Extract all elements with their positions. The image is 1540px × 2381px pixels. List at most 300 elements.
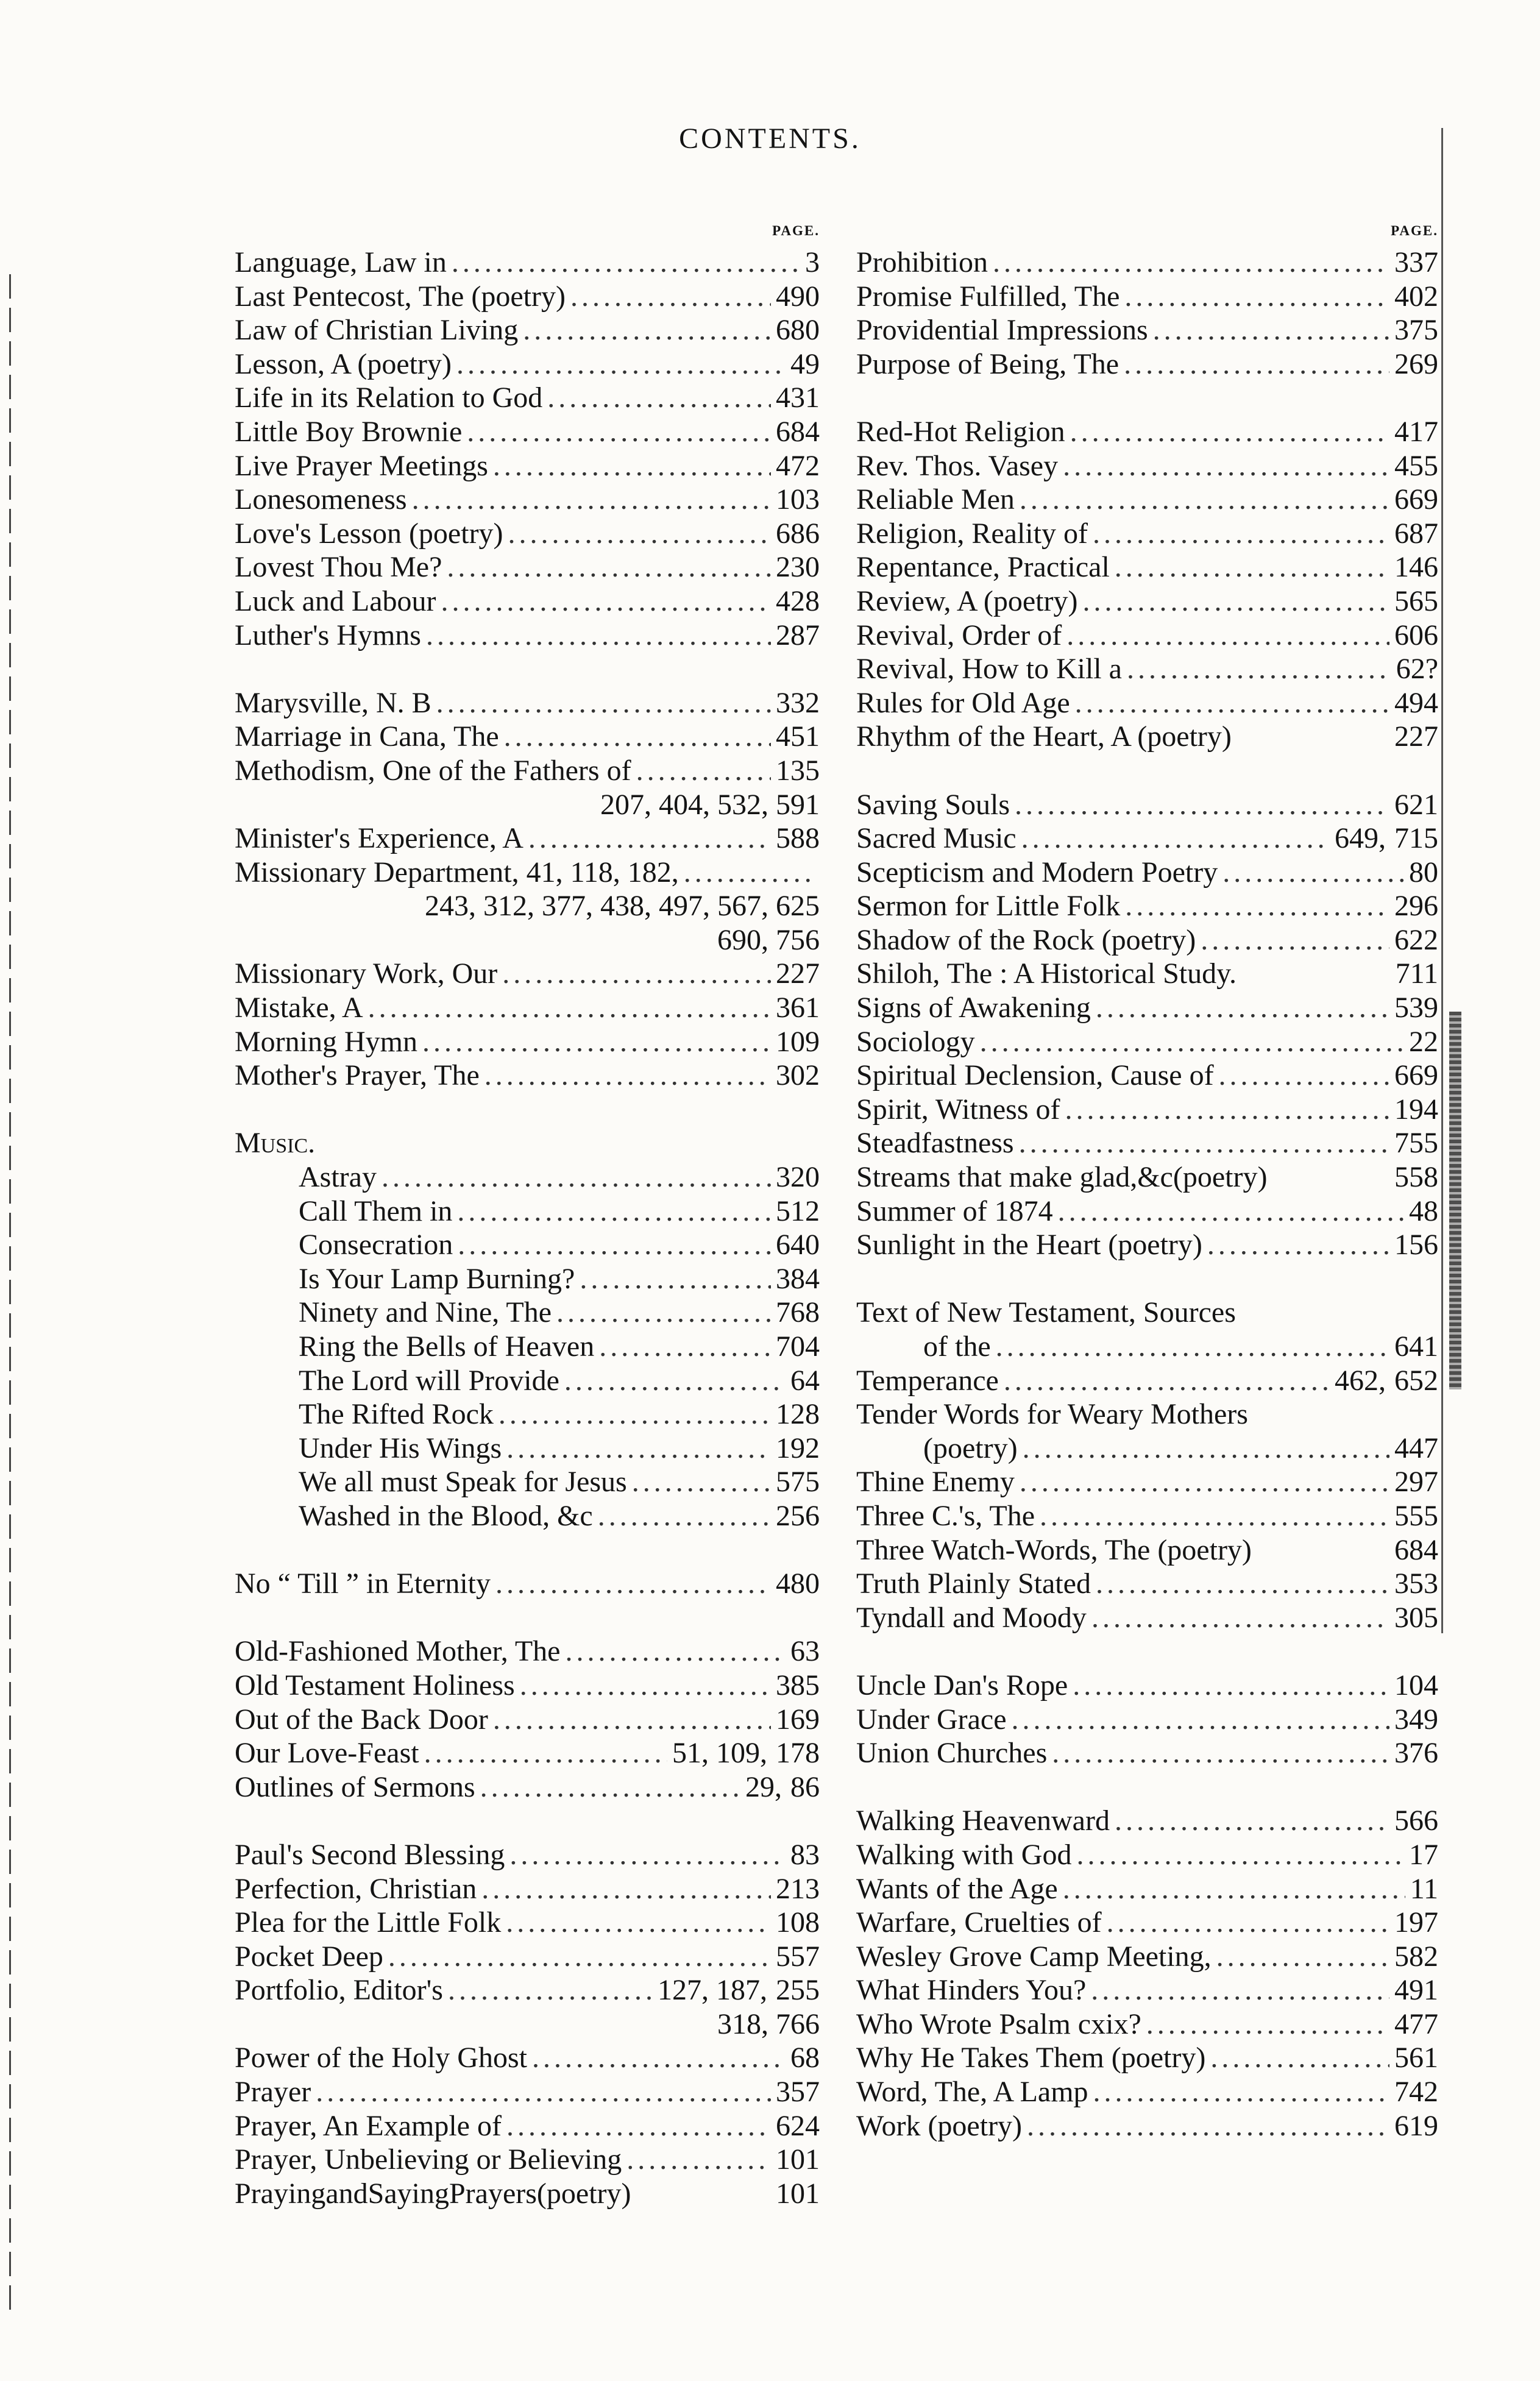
- dot-leader: [1216, 1940, 1389, 1974]
- entry-title: Little Boy Brownie: [235, 415, 463, 448]
- entry-title: Ring the Bells of Heaven: [299, 1330, 595, 1363]
- entry-page: 68: [790, 2042, 820, 2074]
- entry-title: Signs of Awakening: [856, 992, 1091, 1024]
- entry-title: Perfection, Christian: [235, 1872, 477, 1905]
- contents-entry: [235, 1973, 820, 2007]
- entry-title: Law of Christian Living: [235, 314, 519, 347]
- group-gap: [235, 652, 820, 686]
- dot-leader: [481, 1872, 771, 1906]
- entry-title: Walking with God: [856, 1838, 1072, 1871]
- contents-entry: [856, 1736, 1438, 1770]
- entry-title: Rev. Thos. Vasey: [856, 449, 1059, 482]
- group-gap: [856, 381, 1438, 415]
- dot-leader: [564, 1364, 786, 1398]
- dot-leader: [1066, 619, 1389, 653]
- entry-page: 375: [1394, 314, 1438, 347]
- contents-entry: [856, 246, 1438, 280]
- entry-title: Wesley Grove Camp Meeting,: [856, 1940, 1212, 1973]
- dot-leader: [368, 991, 771, 1025]
- contents-entry: [856, 1126, 1438, 1160]
- contents-entry: [856, 1567, 1438, 1601]
- contents-entry: [856, 1194, 1438, 1229]
- dot-leader: [509, 1838, 786, 1872]
- dot-leader: [484, 1059, 771, 1093]
- entry-extra-pages: 29,: [745, 1770, 782, 1803]
- entry-page: 156: [1394, 1229, 1438, 1261]
- contents-entry: [235, 2075, 820, 2109]
- entry-page: 680: [776, 314, 820, 347]
- dot-leader: [426, 619, 771, 653]
- group-gap: [235, 1533, 820, 1567]
- entry-page: 3: [805, 246, 820, 279]
- contents-entry: [856, 1906, 1438, 1940]
- entry-page: 431: [776, 381, 820, 414]
- entry-page: 255: [776, 1974, 820, 2007]
- dot-leader: [570, 280, 771, 314]
- dot-leader: [980, 1025, 1404, 1059]
- dot-leader: [1020, 1465, 1389, 1499]
- entry-title: Revival, How to Kill a: [856, 653, 1122, 686]
- dot-leader: [1093, 517, 1389, 551]
- contents-entry: [235, 1330, 820, 1364]
- contents-entry: [235, 2177, 820, 2211]
- entry-title: Marriage in Cana, The: [235, 720, 499, 753]
- entry-page: 490: [776, 280, 820, 313]
- entry-title: Life in its Relation to God: [235, 381, 543, 414]
- contents-entry: [856, 1872, 1438, 1906]
- entry-page: 192: [776, 1432, 820, 1464]
- entry-title: Spirit, Witness of: [856, 1093, 1060, 1126]
- entry-page: 624: [776, 2109, 820, 2142]
- dot-leader: [480, 1770, 740, 1804]
- entry-page: 48: [1409, 1194, 1438, 1227]
- entry-title: Prohibition: [856, 246, 988, 279]
- dot-leader: [626, 2143, 771, 2177]
- dot-leader: [508, 517, 771, 551]
- entry-page: 557: [776, 1940, 820, 1973]
- entries-right: [856, 246, 1438, 2143]
- dot-leader: [1070, 415, 1389, 449]
- entry-page: 49: [790, 347, 820, 380]
- dot-leader: [502, 957, 771, 991]
- entry-title: Summer of 1874: [856, 1194, 1053, 1227]
- left-margin-rule: [9, 274, 11, 2316]
- dot-leader: [1210, 2041, 1389, 2075]
- contents-entry: [235, 1906, 820, 1940]
- contents-entry: [235, 856, 820, 890]
- entry-title: Old-Fashioned Mother, The: [235, 1635, 561, 1668]
- contents-entry: [856, 957, 1438, 991]
- entry-title: We all must Speak for Jesus: [299, 1466, 627, 1499]
- contents-entry: [856, 1093, 1438, 1127]
- contents-entry: [235, 1025, 820, 1059]
- contents-entry: [856, 1397, 1438, 1432]
- contents-entry: [235, 1940, 820, 1974]
- entry-page: 357: [776, 2076, 820, 2109]
- contents-entry: [856, 1499, 1438, 1533]
- page-title: CONTENTS.: [679, 122, 861, 155]
- entry-title: Minister's Experience, A: [235, 822, 523, 855]
- contents-entry: [856, 720, 1438, 754]
- entry-page: 715: [1394, 822, 1438, 855]
- contents-entry: [856, 1703, 1438, 1737]
- dot-leader: [441, 584, 771, 619]
- entry-page: 621: [1394, 788, 1438, 821]
- entry-page: 104: [1394, 1669, 1438, 1701]
- entry-title: Methodism, One of the Fathers of: [235, 754, 631, 787]
- entry-page: 582: [1394, 1940, 1438, 1973]
- entry-title: Warfare, Cruelties of: [856, 1906, 1102, 1939]
- entry-title: Wants of the Age: [856, 1872, 1058, 1905]
- contents-entry: [856, 889, 1438, 923]
- dot-leader: [1065, 1093, 1389, 1127]
- entry-title: Live Prayer Meetings: [235, 449, 488, 482]
- entry-title: Scepticism and Modern Poetry: [856, 856, 1218, 889]
- contents-entry: [856, 1669, 1438, 1703]
- entry-title: PrayingandSayingPrayers(poetry): [235, 2177, 631, 2210]
- entry-page: 491: [1394, 1974, 1438, 2007]
- right-margin-rule: [1441, 128, 1443, 1633]
- entry-title: Rules for Old Age: [856, 686, 1070, 719]
- contents-entry: [235, 1228, 820, 1262]
- group-gap: [235, 1093, 820, 1127]
- dot-leader: [412, 483, 771, 517]
- entry-page: 361: [776, 992, 820, 1024]
- entry-page: 622: [1394, 923, 1438, 956]
- entry-page: 472: [776, 449, 820, 482]
- entries-left: [235, 246, 820, 2210]
- contents-entry: [235, 1160, 820, 1194]
- dot-leader: [1219, 1059, 1389, 1093]
- entry-title: Thine Enemy: [856, 1466, 1015, 1499]
- entry-page: 711: [1395, 957, 1438, 990]
- contents-entry: [235, 1397, 820, 1432]
- entry-title: Reliable Men: [856, 483, 1015, 516]
- dot-leader: [1015, 788, 1389, 822]
- contents-entry: [856, 1025, 1438, 1059]
- entry-title: Purpose of Being, The: [856, 347, 1120, 380]
- contents-entry: [856, 1533, 1438, 1567]
- entry-page: 428: [776, 584, 820, 617]
- entry-title: Love's Lesson (poetry): [235, 517, 503, 550]
- dot-leader: [636, 754, 771, 788]
- contents-entry: [235, 246, 820, 280]
- contents-entry: [235, 720, 820, 754]
- entry-page: 687: [1394, 517, 1438, 550]
- entry-page: 128: [776, 1398, 820, 1431]
- dot-leader: [1027, 2109, 1389, 2143]
- contents-entry: [856, 1228, 1438, 1262]
- entry-title: Outlines of Sermons: [235, 1770, 475, 1803]
- entry-title: Tender Words for Weary Mothers: [856, 1398, 1248, 1431]
- entry-title: No “ Till ” in Eternity: [235, 1567, 491, 1600]
- dot-leader: [1019, 1126, 1389, 1160]
- group-gap: [856, 1770, 1438, 1804]
- entry-page: 669: [1394, 483, 1438, 516]
- contents-entry: [235, 415, 820, 449]
- entry-extra-pages: 649,: [1335, 822, 1386, 855]
- dot-leader: [1063, 1872, 1405, 1906]
- entry-title: Old Testament Holiness: [235, 1669, 515, 1701]
- entry-title: Revival, Order of: [856, 619, 1062, 651]
- entry-title: Truth Plainly Stated: [856, 1567, 1091, 1600]
- dot-leader: [565, 1634, 786, 1669]
- entry-continuation: [235, 889, 820, 923]
- contents-entry: [235, 313, 820, 347]
- entry-page: 101: [776, 2143, 820, 2176]
- entry-title: Luck and Labour: [235, 584, 436, 617]
- entry-title: Lonesomeness: [235, 483, 407, 516]
- entry-page: 480: [776, 1567, 820, 1600]
- contents-entry: [856, 415, 1438, 449]
- contents-entry: [856, 619, 1438, 653]
- entry-page: 451: [776, 720, 820, 753]
- dot-leader: [504, 720, 771, 754]
- entry-title: Is Your Lamp Burning?: [299, 1262, 575, 1295]
- entry-title: Call Them in: [299, 1194, 453, 1227]
- entry-page: 287: [776, 619, 820, 651]
- entry-page: 109: [776, 1025, 820, 1058]
- entry-page: 297: [1394, 1466, 1438, 1499]
- entry-page: 146: [1394, 551, 1438, 584]
- dot-leader: [556, 1296, 771, 1330]
- dot-leader: [499, 1397, 771, 1432]
- dot-leader: [1023, 1432, 1389, 1466]
- entry-title: Our Love-Feast: [235, 1737, 419, 1770]
- contents-entry: [235, 821, 820, 856]
- dot-leader: [547, 381, 771, 415]
- contents-entry: [235, 686, 820, 720]
- dot-leader: [1096, 1567, 1389, 1601]
- entry-page: 80: [1409, 856, 1438, 889]
- dot-leader: [1004, 1364, 1330, 1398]
- section-heading: Music.: [235, 1127, 316, 1160]
- entry-title: Prayer: [235, 2076, 311, 2109]
- dot-leader: [1115, 1804, 1389, 1838]
- contents-entry: [235, 1838, 820, 1872]
- entry-title: Three Watch-Words, The (poetry): [856, 1533, 1252, 1566]
- contents-entry: [235, 1465, 820, 1499]
- entry-title: of the: [923, 1330, 991, 1363]
- entry-page: 101: [776, 2177, 820, 2210]
- entry-page: 135: [776, 754, 820, 787]
- entry-title: Lesson, A (poetry): [235, 347, 452, 380]
- entry-page: 686: [776, 517, 820, 550]
- entry-title: Washed in the Blood, &c: [299, 1499, 593, 1532]
- entry-continuation: [235, 923, 820, 957]
- page-refs: 207, 404, 532, 591: [600, 788, 820, 821]
- dot-leader: [452, 246, 800, 280]
- entry-page: 197: [1394, 1906, 1438, 1939]
- contents-entry: [235, 1059, 820, 1093]
- entry-title: Streams that make glad,&c(poetry): [856, 1161, 1268, 1194]
- contents-entry: [235, 1194, 820, 1229]
- entry-title: Mistake, A: [235, 992, 363, 1024]
- entry-title: Paul's Second Blessing: [235, 1838, 505, 1871]
- contents-entry: [235, 2041, 820, 2075]
- entry-continuation: [235, 788, 820, 822]
- entry-page: 64: [790, 1364, 820, 1397]
- entry-page: 337: [1394, 246, 1438, 279]
- contents-entry: [856, 991, 1438, 1025]
- contents-entry: [235, 1432, 820, 1466]
- dot-leader: [532, 2041, 786, 2075]
- entry-title: Sacred Music: [856, 822, 1017, 855]
- entry-page: 384: [776, 1262, 820, 1295]
- contents-entry: [856, 347, 1438, 381]
- dot-leader: [1096, 991, 1389, 1025]
- entry-title: Uncle Dan's Rope: [856, 1669, 1068, 1701]
- entry-page: 477: [1394, 2007, 1438, 2040]
- entry-page: 402: [1394, 280, 1438, 313]
- entry-title: Morning Hymn: [235, 1025, 417, 1058]
- dot-leader: [506, 1432, 771, 1466]
- entry-title: Under His Wings: [299, 1432, 502, 1464]
- entry-page: 194: [1394, 1093, 1438, 1126]
- dot-leader: [1124, 280, 1389, 314]
- entry-title: Power of the Holy Ghost: [235, 2042, 527, 2074]
- entry-page: 575: [776, 1466, 820, 1499]
- entry-continuation: [235, 2007, 820, 2042]
- page-column-label: PAGE.: [772, 223, 820, 238]
- entry-page: 558: [1394, 1161, 1438, 1194]
- contents-entry: [235, 1703, 820, 1737]
- contents-entry: [235, 957, 820, 991]
- contents-entry: [235, 517, 820, 551]
- contents-entry: [856, 517, 1438, 551]
- entry-title: Sunlight in the Heart (poetry): [856, 1229, 1202, 1261]
- contents-entry: [856, 449, 1438, 483]
- entry-title: The Lord will Provide: [299, 1364, 559, 1397]
- dot-leader: [599, 1330, 771, 1364]
- entry-title: Saving Souls: [856, 788, 1010, 821]
- contents-entry: [235, 991, 820, 1025]
- contents-entry: [856, 1296, 1438, 1330]
- entry-page: 641: [1394, 1330, 1438, 1363]
- entry-title: Union Churches: [856, 1737, 1048, 1770]
- entry-title: Sociology: [856, 1025, 975, 1058]
- contents-entry: [856, 550, 1438, 584]
- dot-leader: [1073, 1669, 1389, 1703]
- contents-entry: [856, 2109, 1438, 2143]
- dot-leader: [493, 449, 771, 483]
- contents-entry: [235, 381, 820, 415]
- contents-entry: [856, 313, 1438, 347]
- entry-page: 103: [776, 483, 820, 516]
- contents-entry: [856, 1330, 1438, 1364]
- contents-entry: [235, 347, 820, 381]
- contents-entry: [235, 1634, 820, 1669]
- group-gap: [235, 1804, 820, 1838]
- dot-leader: [424, 1736, 667, 1770]
- contents-entry: [235, 449, 820, 483]
- entry-title: Spiritual Declension, Cause of: [856, 1059, 1214, 1092]
- entry-page: 684: [776, 415, 820, 448]
- entry-page: 566: [1394, 1804, 1438, 1837]
- contents-entry: [856, 686, 1438, 720]
- contents-entry: [856, 1973, 1438, 2007]
- entry-page: 108: [776, 1906, 820, 1939]
- entry-page: 385: [776, 1669, 820, 1701]
- entry-title: Shiloh, The : A Historical Study.: [856, 957, 1237, 990]
- contents-entry: [856, 2041, 1438, 2075]
- contents-entry: [856, 1838, 1438, 1872]
- dot-leader: [447, 550, 771, 584]
- contents-entry: [235, 2143, 820, 2177]
- entry-page: 561: [1394, 2042, 1438, 2074]
- entry-page: 302: [776, 1059, 820, 1092]
- contents-entry: [235, 1770, 820, 1804]
- entry-page: 494: [1394, 686, 1438, 719]
- contents-entry: [235, 1364, 820, 1398]
- dot-leader: [495, 1567, 771, 1601]
- dot-leader: [388, 1940, 771, 1974]
- entry-title: Portfolio, Editor's: [235, 1974, 443, 2007]
- dot-leader: [1153, 313, 1389, 347]
- dot-leader: [448, 1973, 653, 2007]
- dot-leader: [1075, 686, 1389, 720]
- entry-page: 619: [1394, 2109, 1438, 2142]
- contents-entry: [235, 1296, 820, 1330]
- entry-page: 652: [1394, 1364, 1438, 1397]
- dot-leader: [520, 1669, 771, 1703]
- dot-leader: [1052, 1736, 1389, 1770]
- entry-page: 588: [776, 822, 820, 855]
- dot-leader: [316, 2075, 771, 2109]
- entry-title: Review, A (poetry): [856, 584, 1078, 617]
- group-gap: [235, 1601, 820, 1635]
- entry-page: 296: [1394, 890, 1438, 923]
- entry-page: 17: [1409, 1838, 1438, 1871]
- entry-page: 269: [1394, 347, 1438, 380]
- entry-title: Word, The, A Lamp: [856, 2076, 1088, 2109]
- entry-title: Prayer, Unbelieving or Believing: [235, 2143, 622, 2176]
- dot-leader: [506, 1906, 771, 1940]
- contents-entry: [856, 2007, 1438, 2042]
- entry-page: 349: [1394, 1703, 1438, 1736]
- contents-entry: [856, 483, 1438, 517]
- entry-title: Rhythm of the Heart, A (poetry): [856, 720, 1232, 753]
- dot-leader: [1107, 1906, 1389, 1940]
- entry-page: 704: [776, 1330, 820, 1363]
- dot-leader: [493, 1703, 771, 1737]
- dot-leader: [1201, 923, 1389, 957]
- contents-entry: [235, 2109, 820, 2143]
- entry-title: The Rifted Rock: [299, 1398, 494, 1431]
- entry-title: Repentance, Practical: [856, 551, 1110, 584]
- entry-title: Astray: [299, 1161, 377, 1194]
- entry-title: Plea for the Little Folk: [235, 1906, 502, 1939]
- contents-entry: [235, 1872, 820, 1906]
- entry-page: 230: [776, 551, 820, 584]
- group-gap: [856, 1634, 1438, 1669]
- contents-entry: [856, 1804, 1438, 1838]
- entry-title: Lovest Thou Me?: [235, 551, 442, 584]
- dot-leader: [1012, 1703, 1389, 1737]
- entry-title: Text of New Testament, Sources: [856, 1296, 1236, 1329]
- dot-leader: [422, 1025, 771, 1059]
- entry-page: 353: [1394, 1567, 1438, 1600]
- dot-leader: [381, 1160, 771, 1194]
- contents-entry: [856, 1160, 1438, 1194]
- entry-extra-pages: 127, 187,: [658, 1974, 767, 2007]
- entry-title: Missionary Department, 41, 118, 182,: [235, 856, 679, 889]
- entry-page: 565: [1394, 584, 1438, 617]
- entry-title: (poetry): [923, 1432, 1018, 1464]
- entry-title: Three C.'s, The: [856, 1499, 1035, 1532]
- entry-title: Temperance: [856, 1364, 999, 1397]
- entry-title: Tyndall and Moody: [856, 1601, 1087, 1634]
